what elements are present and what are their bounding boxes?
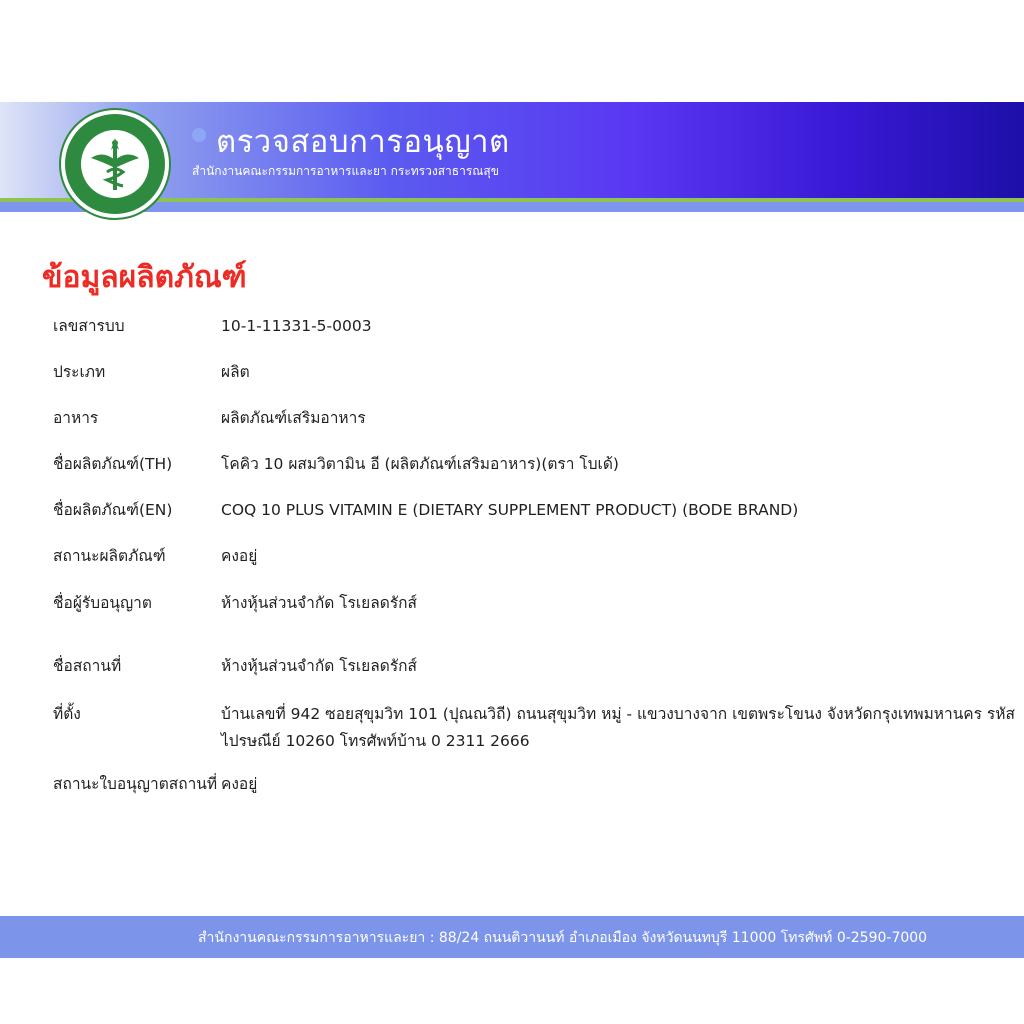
site-title: ตรวจสอบการอนุญาต [216, 124, 510, 160]
title-bullet-icon [192, 128, 206, 142]
seal-emblem-icon [61, 110, 169, 218]
detail-value: คงอยู่ [221, 547, 258, 565]
detail-value: ห้างหุ้นส่วนจำกัด โรเยลดรักส์ [221, 657, 417, 675]
detail-label: ประเภท [53, 363, 106, 381]
detail-value: ผลิต [221, 363, 250, 381]
detail-value: COQ 10 PLUS VITAMIN E (DIETARY SUPPLEMENT PRODUCT) (BODE BRAND) [221, 501, 799, 519]
detail-label: เลขสารบบ [53, 317, 125, 335]
detail-label: สถานะผลิตภัณฑ์ [53, 547, 166, 565]
detail-value: บ้านเลขที่ 942 ซอยสุขุมวิท 101 (ปุณณวิถี) ถนนสุขุมวิท หมู่ - แขวงบางจาก เขตพระโขนง จังหวัดกรุงเทพมหานคร รหัสไปรษณีย์ 10260 โทรศัพท์บ้าน 0 2311 2666 [221, 705, 1015, 750]
detail-value: โคคิว 10 ผสมวิตามิน อี (ผลิตภัณฑ์เสริมอาหาร)(ตรา โบเด้) [221, 455, 619, 473]
detail-label: ชื่อผู้รับอนุญาต [53, 594, 152, 612]
detail-value: ห้างหุ้นส่วนจำกัด โรเยลดรักส์ [221, 594, 417, 612]
detail-value: ผลิตภัณฑ์เสริมอาหาร [221, 409, 366, 427]
site-footer [0, 916, 1024, 958]
detail-label: ที่ตั้ง [53, 705, 81, 723]
site-subtitle: สำนักงานคณะกรรมการอาหารและยา กระทรวงสาธารณสุข [192, 164, 499, 178]
ministry-seal-logo[interactable] [59, 108, 171, 220]
detail-label: ชื่อสถานที่ [53, 657, 122, 675]
detail-label: สถานะใบอนุญาตสถานที่ [53, 775, 218, 793]
detail-label: อาหาร [53, 409, 99, 427]
detail-value: คงอยู่ [221, 775, 258, 793]
detail-label: ชื่อผลิตภัณฑ์(TH) [53, 455, 173, 473]
detail-label: ชื่อผลิตภัณฑ์(EN) [53, 501, 173, 519]
page-title: ข้อมูลผลิตภัณฑ์ [42, 260, 247, 295]
footer-contact-text: สำนักงานคณะกรรมการอาหารและยา : 88/24 ถนนติวานนท์ อำเภอเมือง จังหวัดนนทบุรี 11000 โทรศัพท์ 0-2590-7000 [198, 930, 928, 946]
detail-value: 10-1-11331-5-0003 [221, 317, 372, 335]
